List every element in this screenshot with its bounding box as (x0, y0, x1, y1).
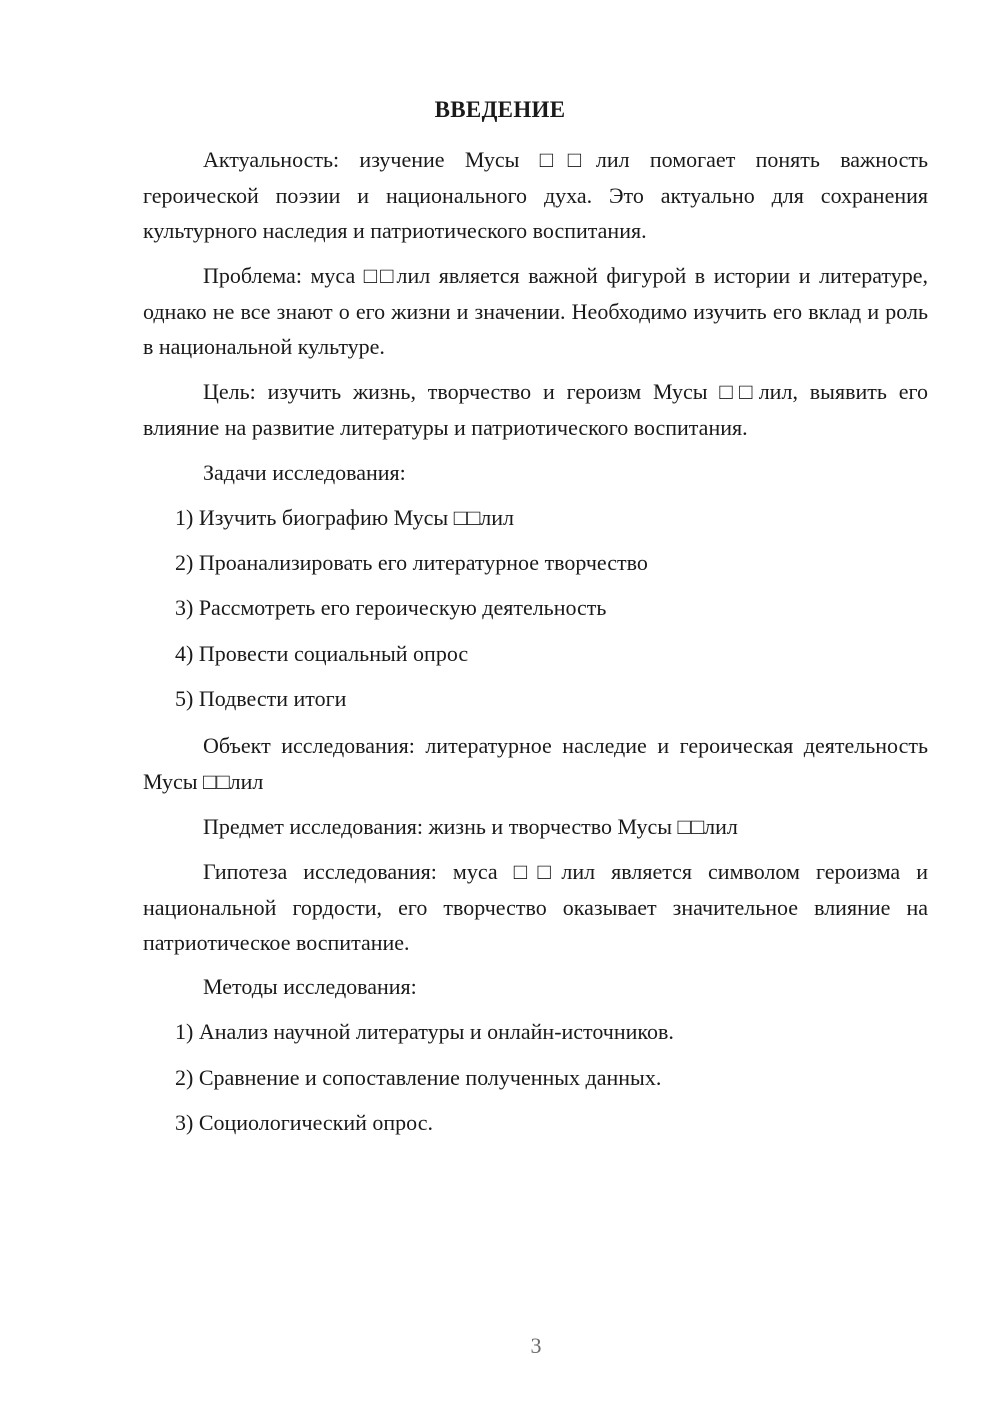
subject-paragraph: Предмет исследования: жизнь и творчество Мусы □□лил (203, 814, 738, 839)
task-item-3: 3) Рассмотреть его героическую деятельность (175, 595, 607, 620)
object-paragraph: Объект исследования: литературное наследие и героическая деятельность Мусы □□лил (143, 733, 928, 794)
hypothesis-paragraph: Гипотеза исследования: муса □□лил является символом героизма и национальной гордости, его творчество оказывает значительное влияние на патриотическое воспитание. (143, 859, 928, 955)
page-number: 3 (530, 1333, 542, 1358)
task-item-1: 1) Изучить биографию Мусы □□лил (175, 505, 515, 530)
problem-paragraph: Проблема: муса □□лил является важной фигурой в истории и литературе, однако не все знают о его жизни и значении. Необходимо изучить его вклад и роль в национальной культуре. (143, 263, 928, 359)
task-item-5: 5) Подвести итоги (175, 686, 347, 711)
method-item-2: 2) Сравнение и сопоставление полученных данных. (175, 1065, 662, 1090)
method-item-1: 1) Анализ научной литературы и онлайн-источников. (175, 1019, 674, 1044)
task-item-4: 4) Провести социальный опрос (175, 641, 469, 666)
goal-paragraph: Цель: изучить жизнь, творчество и героизм Мусы □□лил, выявить его влияние на развитие литературы и патриотического воспитания. (143, 379, 928, 440)
section-title: ВВЕДЕНИЕ (434, 97, 566, 122)
task-item-2: 2) Проанализировать его литературное творчество (175, 550, 648, 575)
relevance-paragraph: Актуальность: изучение Мусы □□лил помогает понять важность героической поэзии и национального духа. Это актуально для сохранения культурного наследия и патриотического воспитания. (143, 147, 928, 243)
methods-heading: Методы исследования: (203, 974, 417, 999)
tasks-heading: Задачи исследования: (203, 460, 406, 485)
method-item-3: 3) Социологический опрос. (175, 1110, 433, 1135)
